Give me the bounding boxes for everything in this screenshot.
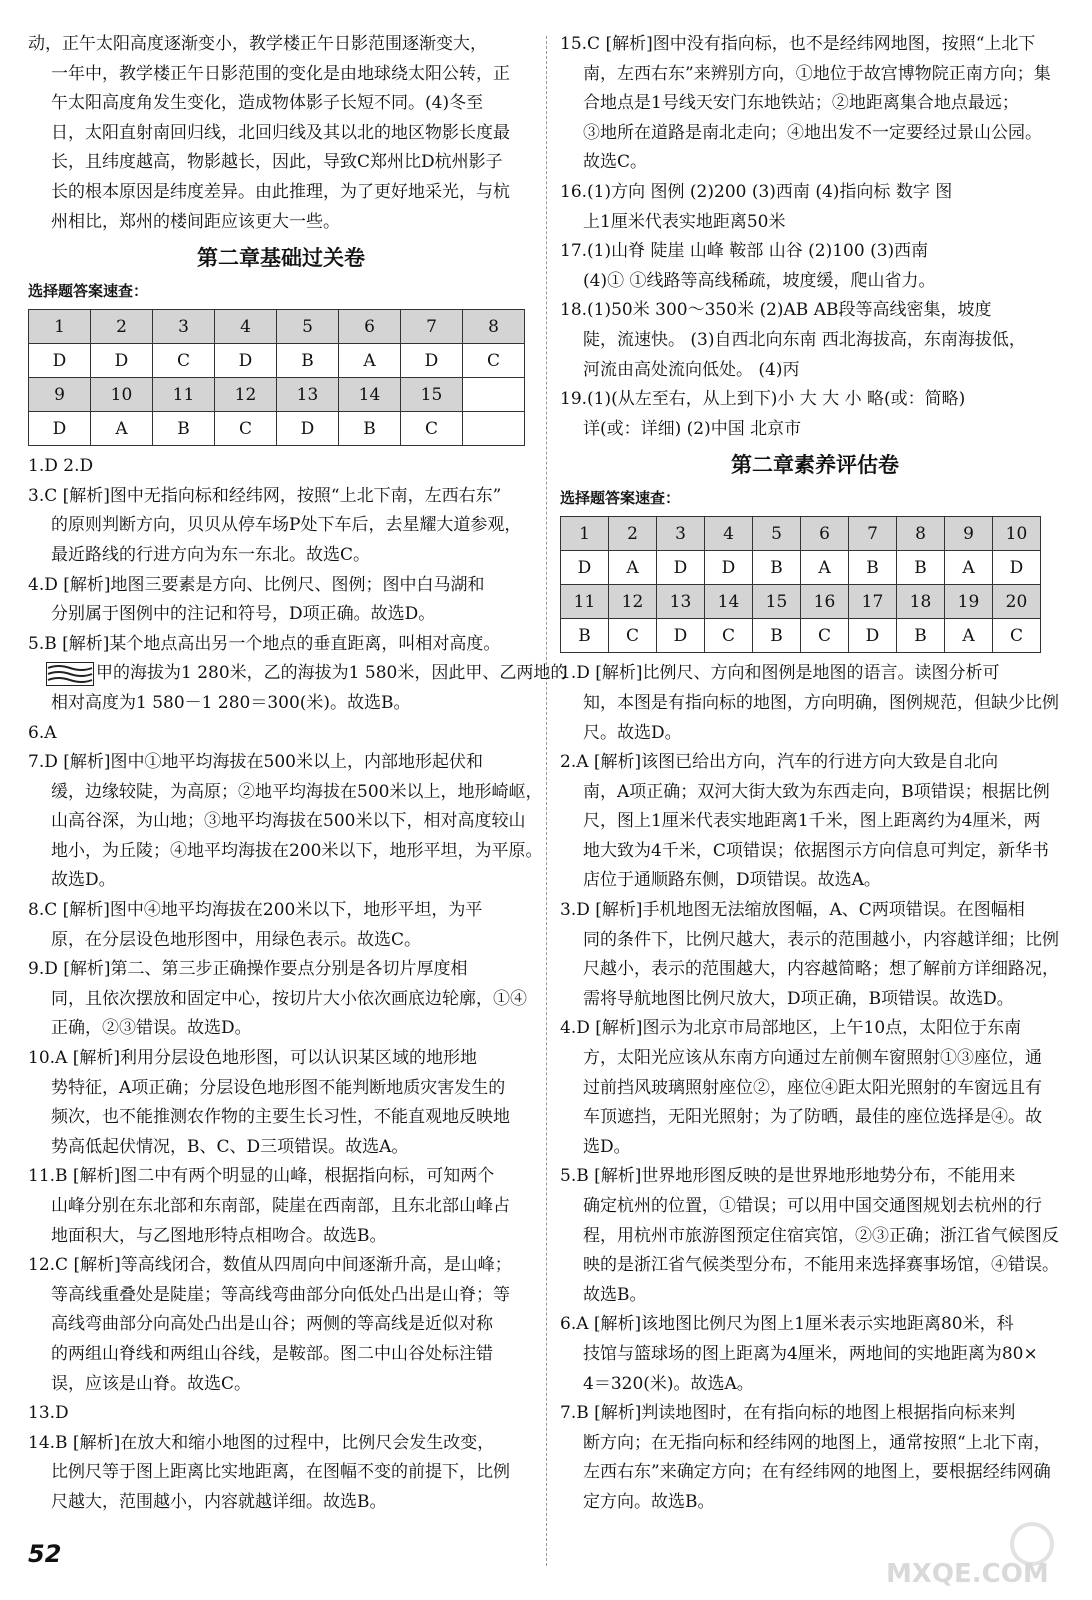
table-cell: A [945, 551, 993, 585]
table-cell: 14 [339, 378, 401, 412]
answer-item [560, 237, 1070, 296]
text-line: 山高谷深，为山地；③地平均海拔在500米以下，相对高度较山 [51, 811, 526, 832]
table-cell: D [91, 344, 153, 378]
text-line: 尺越大，范围越小，内容就越详细。故选B。 [51, 1491, 387, 1512]
table-cell: 5 [753, 517, 801, 551]
text-line: 的两组山脊线和两组山谷线，是鞍部。图二中山谷处标注错 [51, 1343, 493, 1364]
text-line: 确定杭州的位置，①错误；可以用中国交通图规划去杭州的行 [583, 1196, 1042, 1216]
text-line: 过前挡风玻璃照射座位②，座位④距太阳光照射的车窗远且有 [583, 1077, 1042, 1098]
text-line: 选D。 [583, 1136, 631, 1157]
table-cell: 10 [91, 378, 153, 412]
answer-table-assessment [560, 516, 1041, 653]
section-title: 第二章素养评估卷 [731, 453, 899, 478]
answer-item [560, 30, 1070, 178]
table-cell: 10 [993, 517, 1041, 551]
text-line: 7.B [解析]判读地图时，在有指向标的地图上根据指向标来判 [560, 1403, 1016, 1424]
text-line: 同，且依次摆放和固定中心，按切片大小依次画底边轮廓，①④ [51, 988, 527, 1009]
answer-item [560, 1014, 1070, 1162]
table-row [561, 517, 1041, 551]
answer-item [28, 896, 534, 955]
text-line: 高线弯曲部分向高处凸出是山谷；两侧的等高线是近似对称 [51, 1314, 493, 1335]
table-cell: 9 [29, 378, 91, 412]
text-line: 州相比，郑州的楼间距应该更大一些。 [51, 211, 340, 232]
table-cell: 18 [897, 585, 945, 619]
text-line: 14.B [解析]在放大和缩小地图的过程中，比例尺会发生改变， [28, 1432, 495, 1453]
text-line: 12.C [解析]等高线闭合，数值从四周向中间逐渐升高，是山峰； [28, 1255, 512, 1276]
table-cell: D [401, 344, 463, 378]
quick-answer-label: 选择题答案速查： [560, 489, 681, 508]
table-cell: C [153, 344, 215, 378]
table-cell: 11 [153, 378, 215, 412]
table-cell: 12 [215, 378, 277, 412]
text-line: 南，A项正确；双河大街大致为东西走向，B项错误；根据比例 [583, 781, 1050, 802]
text-line: 的原则判断方向，贝贝从停车场P处下车后，去星耀大道参观， [51, 515, 522, 536]
text-line: 2.A [解析]该图已给出方向，汽车的行进方向大致是自北向 [560, 752, 999, 773]
answer-item [28, 1044, 534, 1162]
text-line: 尺。故选D。 [583, 722, 682, 743]
text-line: 方，太阳光应该从东南方向通过左前侧车窗照射①③座位，通 [583, 1048, 1042, 1069]
table-cell: A [945, 619, 993, 653]
text-line: 7.D [解析]图中①地平均海拔在500米以上，内部地形起伏和 [28, 752, 483, 773]
table-cell: B [897, 619, 945, 653]
text-line: 故选B。 [583, 1284, 647, 1305]
text-line: 故选C。 [583, 152, 648, 173]
table-cell: 15 [401, 378, 463, 412]
text-line: 1.D [解析]比例尺、方向和图例是地图的语言。读图分析可 [560, 663, 1000, 684]
table-cell: 13 [277, 378, 339, 412]
table-cell: C [705, 619, 753, 653]
table-cell: B [561, 619, 609, 653]
text-line: 13.D [28, 1403, 69, 1424]
text-line: 等高线重叠处是陡崖；等高线弯曲部分向低处凸出是山脊；等 [51, 1284, 510, 1305]
table-cell: 8 [463, 310, 525, 344]
table-cell: 1 [561, 517, 609, 551]
table-cell: D [657, 619, 705, 653]
table-cell: D [849, 619, 897, 653]
answer-item [560, 659, 1070, 748]
text-line: 尺越小，表示的范围越大，内容越简略；想了解前方详细路况， [583, 959, 1059, 980]
text-line: ③地所在道路是南北走向；④地出发不一定要经过景山公园。 [583, 122, 1042, 143]
text-line: 11.B [解析]图二中有两个明显的山峰，根据指向标，可知两个 [28, 1166, 495, 1187]
table-cell: B [277, 344, 339, 378]
answer-item [560, 748, 1070, 896]
answer-item [28, 630, 568, 719]
table-cell: D [657, 551, 705, 585]
table-cell: 6 [339, 310, 401, 344]
answer-item [560, 896, 1070, 1014]
answer-item [560, 296, 1070, 385]
text-line: 日，太阳直射南回归线，北回归线及其以北的地区物影长度最 [51, 122, 510, 143]
text-line: 长，且纬度越高，物影越长，因此，导致C郑州比D杭州影子 [51, 152, 503, 173]
table-cell: 9 [945, 517, 993, 551]
text-line: 15.C [解析]图中没有指向标，也不是经纬网地图，按照“上北下 [560, 34, 1036, 54]
table-cell: B [897, 551, 945, 585]
answer-item [28, 1251, 534, 1399]
text-line: 定方向。故选B。 [583, 1491, 715, 1512]
text-line: 误，应该是山脊。故选C。 [51, 1373, 252, 1394]
table-cell: D [705, 551, 753, 585]
answer-item [28, 571, 534, 630]
text-line: 分别属于图例中的注记和符号，D项正确。故选D。 [51, 604, 436, 625]
text-line: 动，正午太阳高度逐渐变小，教学楼正午日影范围逐渐变大， [28, 34, 487, 54]
text-line: 店位于通顺路东侧，D项错误。故选A。 [583, 870, 881, 891]
text-line: 需将导航地图比例尺放大，D项正确，B项错误。故选D。 [583, 988, 1014, 1009]
table-cell: 17 [849, 585, 897, 619]
table-row [561, 551, 1041, 585]
answer-explanations-continued [560, 30, 1070, 444]
text-line: 3.C [解析]图中无指向标和经纬网，按照“上北下南，左西右东” [28, 485, 502, 506]
table-cell: 12 [609, 585, 657, 619]
text-line: 19.(1)(从左至右，从上到下)小 大 大 小 略(或：简略) [560, 389, 966, 410]
text-line: 比例尺等于图上距离比实地距离，在图幅不变的前提下，比例 [51, 1462, 510, 1483]
text-line: 地小，为丘陵；④地平均海拔在200米以下，地形平坦，为平原。 [51, 840, 543, 861]
table-cell: D [277, 412, 339, 446]
text-line: 3.D [解析]手机地图无法缩放图幅，A、C两项错误。在图幅相 [560, 900, 1025, 921]
text-line: 地大致为4千米，C项错误；依据图示方向信息可判定，新华书 [583, 840, 1049, 861]
text-line: 势高低起伏情况，B、C、D三项错误。故选A。 [51, 1136, 409, 1157]
table-cell-empty [463, 378, 525, 412]
text-line: 正确，②③错误。故选D。 [51, 1018, 252, 1039]
answer-item [28, 1162, 534, 1251]
watermark-logo [882, 1518, 1072, 1588]
table-cell: 7 [401, 310, 463, 344]
table-cell: C [215, 412, 277, 446]
text-line: 陡，流速快。 (3)自西北向东南 西北海拔高，东南海拔低， [583, 329, 1026, 350]
answer-item [560, 385, 1070, 444]
text-line: 故选D。 [51, 870, 116, 891]
table-cell: 7 [849, 517, 897, 551]
table-cell: 15 [753, 585, 801, 619]
right-column [560, 30, 1070, 1518]
table-cell: B [339, 412, 401, 446]
table-cell: 14 [705, 585, 753, 619]
text-line: 河流由高处流向低处。 (4)丙 [583, 359, 800, 380]
table-cell: 3 [657, 517, 705, 551]
answer-explanations-assessment [560, 659, 1070, 1517]
text-line: 上1厘米代表实地距离50米 [583, 211, 786, 232]
table-cell: 1 [29, 310, 91, 344]
answer-item [28, 482, 534, 571]
text-line: 合地点是1号线天安门东地铁站；②地距离集合地点最远； [583, 93, 1019, 114]
answer-explanations-basic [28, 452, 568, 1517]
table-cell: B [753, 551, 801, 585]
text-line: 同的条件下，比例尺越大，表示的范围越小，内容越详细；比例 [583, 929, 1059, 950]
table-cell: D [29, 412, 91, 446]
text-line: 1.D 2.D [28, 456, 94, 477]
answer-item [28, 1399, 534, 1429]
table-cell: 2 [91, 310, 153, 344]
table-cell: B [849, 551, 897, 585]
table-cell: A [91, 412, 153, 446]
table-cell: 3 [153, 310, 215, 344]
text-line: (4)① ①线路等高线稀疏，坡度缓，爬山省力。 [583, 270, 936, 291]
table-cell: A [339, 344, 401, 378]
table-cell: C [993, 619, 1041, 653]
answer-item [28, 955, 534, 1044]
table-row [29, 310, 525, 344]
answer-table-basic [28, 309, 525, 446]
text-line: 车顶遮挡，无阳光照射；为了防晒，最佳的座位选择是④。故 [583, 1107, 1042, 1128]
page-number: 52 [28, 1540, 62, 1568]
answer-item [28, 1429, 534, 1518]
symbol-line [28, 659, 568, 689]
table-row [29, 378, 525, 412]
text-line: 详(或：详细) (2)中国 北京市 [583, 418, 802, 439]
table-cell: 16 [801, 585, 849, 619]
table-row [561, 585, 1041, 619]
text-line: 一年中，教学楼正午日影范围的变化是由地球绕太阳公转，正 [51, 63, 510, 84]
text-line: 4＝320(米)。故选A。 [583, 1373, 754, 1394]
text-line: 势特征，A项正确；分层设色地形图不能判断地质灾害发生的 [51, 1077, 506, 1098]
watermark-text: MXQE.COM [886, 1559, 1049, 1588]
text-line: 8.C [解析]图中④地平均海拔在200米以下，地形平坦，为平 [28, 900, 483, 921]
text-line: 程，用杭州市旅游图预定住宿宾馆，②③正确；浙江省气候图反 [583, 1225, 1059, 1246]
text-line: 长的根本原因是纬度差异。由此推理，为了更好地采光，与杭 [51, 181, 510, 202]
table-row [561, 619, 1041, 653]
text-line: 4.D [解析]图示为北京市局部地区，上午10点，太阳位于东南 [560, 1018, 1022, 1039]
text-line: 18.(1)50米 300～350米 (2)AB AB段等高线密集，坡度 [560, 300, 992, 321]
table-cell: 4 [215, 310, 277, 344]
table-row [29, 344, 525, 378]
table-cell: 13 [657, 585, 705, 619]
answer-item [560, 178, 1070, 237]
table-cell: 8 [897, 517, 945, 551]
text-line: 断方向；在无指向标和经纬网的地图上，通常按照“上北下南， [583, 1432, 1051, 1453]
answer-item [560, 1310, 1070, 1399]
text-line: 9.D [解析]第二、第三步正确操作要点分别是各切片厚度相 [28, 959, 468, 980]
map-symbol-icon [46, 662, 94, 686]
text-line: 频次，也不能推测农作物的主要生长习性，不能直观地反映地 [51, 1107, 510, 1128]
table-cell: C [401, 412, 463, 446]
table-row [29, 412, 525, 446]
text-line: 映的是浙江省气候类型分布，不能用来选择赛事场馆，④错误。 [583, 1255, 1059, 1276]
table-cell: 11 [561, 585, 609, 619]
column-divider [546, 36, 547, 1566]
answer-item [28, 452, 534, 482]
answer-item [28, 748, 543, 896]
table-cell: D [993, 551, 1041, 585]
answer-item [28, 719, 534, 749]
text-line: 相对高度为1 580－1 280＝300(米)。故选B。 [51, 692, 411, 713]
intro-paragraph [28, 30, 534, 237]
text-line: 山峰分别在东北部和东南部，陡崖在西南部，且东北部山峰占 [51, 1196, 510, 1216]
text-line: 甲的海拔为1 280米，乙的海拔为1 580米，因此甲、乙两地的 [96, 663, 568, 684]
table-cell: 20 [993, 585, 1041, 619]
text-line: 南，左西右东”来辨别方向，①地位于故宫博物院正南方向；集 [583, 63, 1051, 84]
table-cell: 5 [277, 310, 339, 344]
text-line: 17.(1)山脊 陡崖 山峰 鞍部 山谷 (2)100 (3)西南 [560, 241, 929, 262]
section-title: 第二章基础过关卷 [197, 246, 365, 271]
text-line: 地面积大，与乙图地形特点相吻合。故选B。 [51, 1225, 387, 1246]
table-cell: B [153, 412, 215, 446]
table-cell: D [29, 344, 91, 378]
text-line: 4.D [解析]地图三要素是方向、比例尺、图例；图中白马湖和 [28, 574, 485, 595]
table-cell: B [753, 619, 801, 653]
quick-answer-label: 选择题答案速查： [28, 282, 149, 301]
answer-item [560, 1399, 1070, 1517]
text-line: 5.B [解析]世界地形图反映的是世界地形地势分布，不能用来 [560, 1166, 1016, 1187]
text-line: 尺，图上1厘米代表实地距离1千米，图上距离约为4厘米，两 [583, 811, 1041, 832]
text-line: 5.B [解析]某个地点高出另一个地点的垂直距离，叫相对高度。 [28, 633, 501, 654]
table-cell: C [609, 619, 657, 653]
text-line: 左西右东”来确定方向；在有经纬网的地图上，要根据经纬网确 [583, 1462, 1051, 1483]
text-line: 午太阳高度角发生变化，造成物体影子长短不同。(4)冬至 [51, 93, 484, 114]
table-cell: 6 [801, 517, 849, 551]
text-line: 知，本图是有指向标的地图，方向明确，图例规范，但缺少比例 [583, 692, 1059, 713]
table-cell: 4 [705, 517, 753, 551]
text-line: 原，在分层设色地形图中，用绿色表示。故选C。 [51, 929, 422, 950]
answer-item [560, 1162, 1070, 1310]
left-column [28, 30, 568, 1518]
text-line: 最近路线的行进方向为东一东北。故选C。 [51, 544, 371, 565]
table-cell: C [463, 344, 525, 378]
table-cell: A [609, 551, 657, 585]
text-line: 缓，边缘较陡，为高原；②地平均海拔在500米以上，地形崎岖， [51, 781, 543, 802]
text-line: 技馆与篮球场的图上距离为4厘米，两地间的实地距离为80× [583, 1343, 1038, 1364]
text-line: 6.A [28, 722, 57, 743]
table-cell: C [801, 619, 849, 653]
table-cell-empty [463, 412, 525, 446]
table-cell: D [561, 551, 609, 585]
table-cell: 19 [945, 585, 993, 619]
table-cell: 2 [609, 517, 657, 551]
text-line: 10.A [解析]利用分层设色地形图，可以认识某区域的地形地 [28, 1048, 477, 1069]
table-cell: D [215, 344, 277, 378]
table-cell: A [801, 551, 849, 585]
text-line: 16.(1)方向 图例 (2)200 (3)西南 (4)指向标 数字 图 [560, 181, 953, 202]
text-line: 6.A [解析]该地图比例尺为图上1厘米表示实地距离80米，科 [560, 1314, 1014, 1335]
